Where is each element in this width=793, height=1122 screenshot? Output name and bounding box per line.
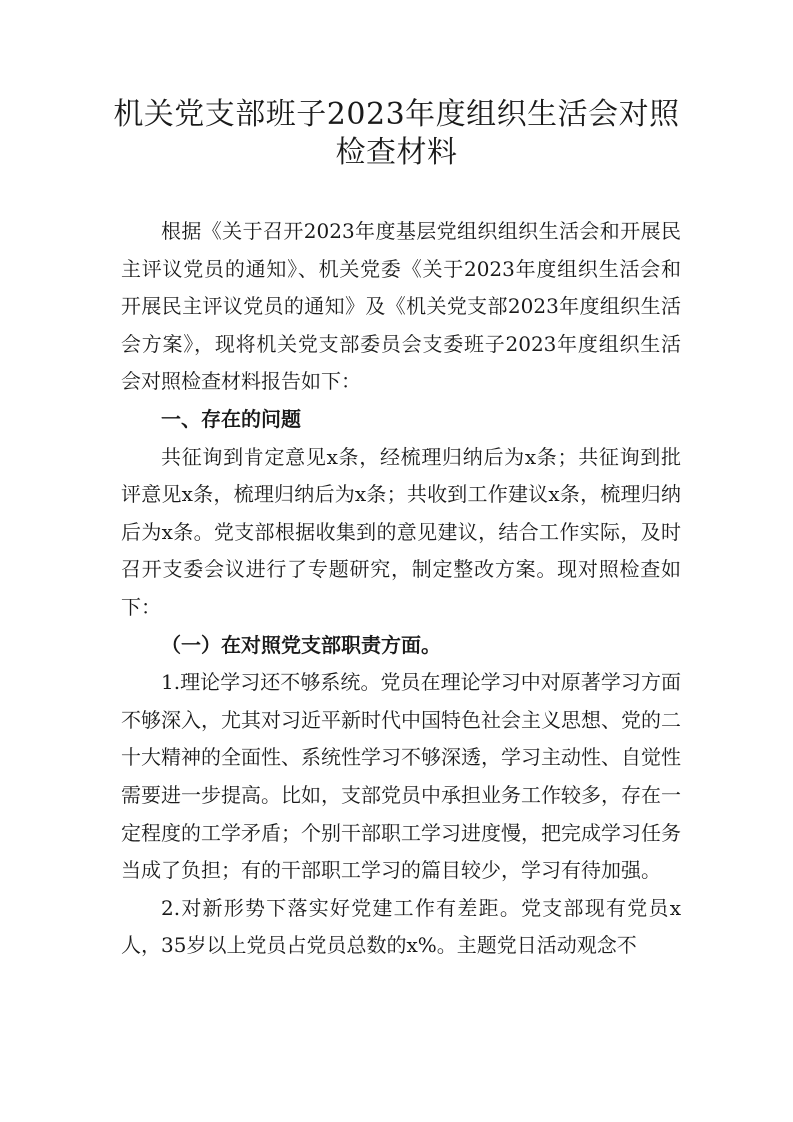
title-line-1: 机关党支部班子2023年度组织生活会对照 [113, 97, 680, 132]
item-1-paragraph: 1.理论学习还不够系统。党员在理论学习中对原著学习方面不够深入，尤其对习近平新时代中国特色社会主义思想、党的二十大精神的全面性、系统性学习不够深透，学习主动性、自觉性需要进一步提高。比如，支部党员中承担业务工作较多，存在一定程度的工学矛盾；个别干部职工学习进度慢，把完成学习任务当成了负担；有的干部职工学习的篇目较少，学习有待加强。 [121, 670, 681, 883]
intro-paragraph: 根据《关于召开2023年度基层党组织组织生活会和开展民主评议党员的通知》、机关党委《关于2023年度组织生活会和开展民主评议党员的通知》及《机关党支部2023年度组织生活会方案》，现将机关党支部委员会支委班子2023年度组织生活会对照检查材料报告如下： [121, 219, 681, 394]
document-title [100, 96, 693, 172]
subsection-heading-duties: （一）在对照党支部职责方面。 [161, 632, 441, 657]
section-heading-problems: 一、存在的问题 [161, 406, 301, 431]
title-line-2: 检查材料 [335, 135, 458, 170]
opinion-summary-paragraph: 共征询到肯定意见x条，经梳理归纳后为x条；共征询到批评意见x条，梳理归纳后为x条；共收到工作建议x条，梳理归纳后为x条。党支部根据收集到的意见建议，结合工作实际，及时召开支委会议进行了专题研究，制定整改方案。现对照检查如下： [121, 444, 681, 619]
item-2-paragraph: 2.对新形势下落实好党建工作有差距。党支部现有党员x人，35岁以上党员占党员总数的x%。主题党日活动观念不 [121, 895, 681, 958]
document-body [121, 213, 681, 965]
